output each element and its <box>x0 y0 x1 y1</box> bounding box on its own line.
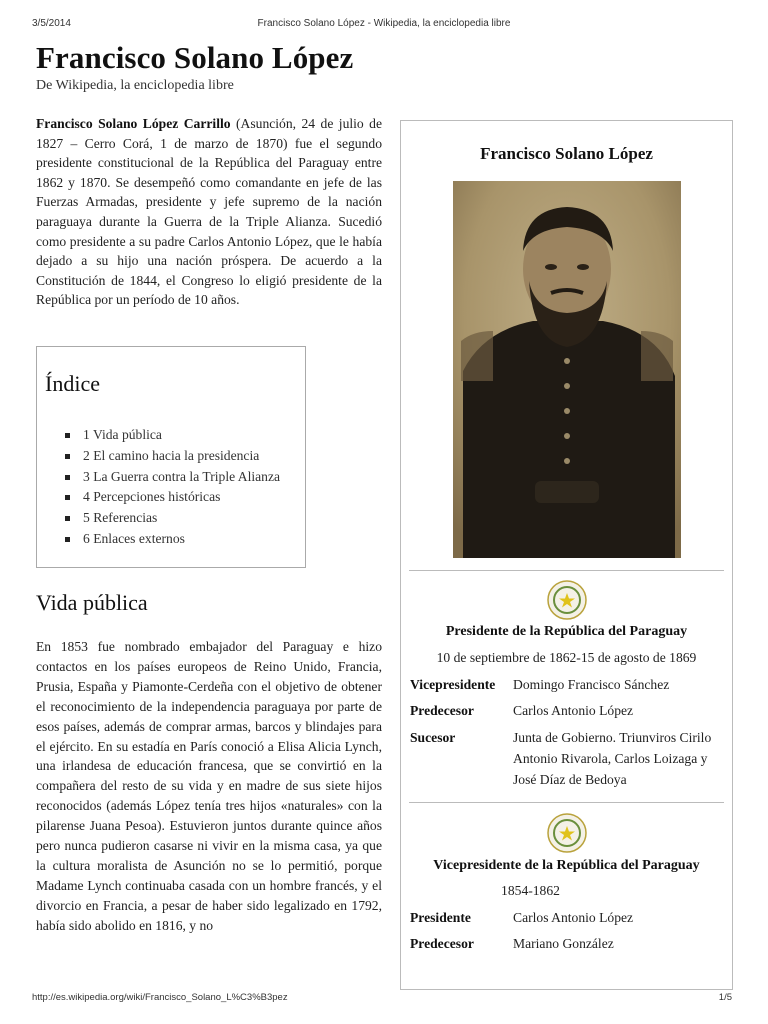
article-subtitle: De Wikipedia, la enciclopedia libre <box>36 78 234 93</box>
office2-presidente-label: Presidente <box>410 910 471 925</box>
office2-title: Vicepresidente de la República del Paraguay <box>433 858 700 873</box>
toc-list <box>61 425 280 550</box>
toc-item-enlaces[interactable]: 6 Enlaces externos <box>61 529 280 550</box>
print-page-number: 1/5 <box>718 992 732 1003</box>
office1-sucesor-value[interactable]: Junta de Gobierno. Triunviros Cirilo Antonio Rivarola, Carlos Loizaga y José Díaz de Bedoya <box>513 730 712 787</box>
infobox-separator <box>409 802 724 803</box>
article-title: Francisco Solano López <box>36 40 354 75</box>
toc-item-referencias[interactable]: 5 Referencias <box>61 508 280 529</box>
infobox <box>400 120 733 990</box>
intro-text: (Asunción, 24 de julio de 1827 – Cerro Corá, 1 de marzo de 1870) fue el segundo presidente constitucional de la República del Paraguay entre 1862 y 1870. Se desempeñó como comandante en jefe de las Fuerzas Armadas, presidente y jefe supremo de la nación paraguaya durante la Guerra de la Triple Alianza. Sucedió como presidente a su padre Carlos Antonio López, que le había dejado a su hijo una nación próspera. De acuerdo a la Constitución de 1844, el Congreso lo eligió presidente de la República por un período de 10 años. <box>36 116 382 308</box>
office1-sucesor-label: Sucesor <box>410 730 456 745</box>
office1-predecesor-value[interactable]: Carlos Antonio López <box>513 703 634 718</box>
office2-presidente-value[interactable]: Carlos Antonio López <box>513 910 634 925</box>
office1-predecesor-label: Predecesor <box>410 703 474 718</box>
toc-item-guerra[interactable]: 3 La Guerra contra la Triple Alianza <box>61 467 280 488</box>
infobox-separator <box>409 570 724 571</box>
section-heading-vida-publica: Vida pública <box>36 590 148 615</box>
office1-term: 10 de septiembre de 1862-15 de agosto de 1869 <box>436 650 697 665</box>
toc-item-percepciones[interactable]: 4 Percepciones históricas <box>61 487 280 508</box>
intro-bold-name: Francisco Solano López Carrillo <box>36 116 231 131</box>
coat-of-arms-icon <box>547 580 587 620</box>
print-url: http://es.wikipedia.org/wiki/Francisco_Solano_L%C3%B3pez <box>32 992 288 1003</box>
office1-vicepresidente-value[interactable]: Domingo Francisco Sánchez <box>513 677 670 692</box>
infobox-title: Francisco Solano López <box>480 144 653 163</box>
table-of-contents <box>36 346 306 568</box>
coat-of-arms-icon <box>547 813 587 853</box>
print-page-title: Francisco Solano López - Wikipedia, la enciclopedia libre <box>257 18 511 29</box>
toc-item-camino-presidencia[interactable]: 2 El camino hacia la presidencia <box>61 446 280 467</box>
toc-item-vida-publica[interactable]: 1 Vida pública <box>61 425 280 446</box>
intro-paragraph <box>36 114 382 310</box>
office1-title: Presidente de la República del Paraguay <box>445 624 688 639</box>
office1-vicepresidente-label: Vicepresidente <box>410 677 496 692</box>
office2-predecesor-label: Predecesor <box>410 936 474 951</box>
office2-predecesor-value[interactable]: Mariano González <box>513 936 614 951</box>
vida-publica-paragraph: En 1853 fue nombrado embajador del Paraguay e hizo contactos en los países europeos de Reino Unido, Francia, Prusia, España y Piamonte-Cerdeña con el objetivo de obtener el reconocimiento de la independencia paraguaya por parte de esos países, además de comprar armas, barcos y blindajes para el ejército. En su estadía en París conoció a Elisa Alicia Lynch, una irlandesa de educación francesa, que se convirtió en la compañera del resto de su vida y en madre de sus siete hijos reconocidos (además López tenía tres hijos «naturales» con la pilarense Juana Pesoa). Estuvieron juntos durante quince años pero nunca pudieron casarse ni vivir en la misma casa, ya que la cultura moralista de Asunción no se lo permitió, porque Madame Lynch continuaba casada con un hombre francés, y el divorcio en Francia, a pesar de haber sido legalizado en 1792, había sido abolido en 1816, y no <box>36 639 382 933</box>
portrait-photo <box>453 181 681 558</box>
print-date: 3/5/2014 <box>32 18 71 29</box>
toc-heading: Índice <box>45 371 100 396</box>
office2-term: 1854-1862 <box>501 883 560 898</box>
